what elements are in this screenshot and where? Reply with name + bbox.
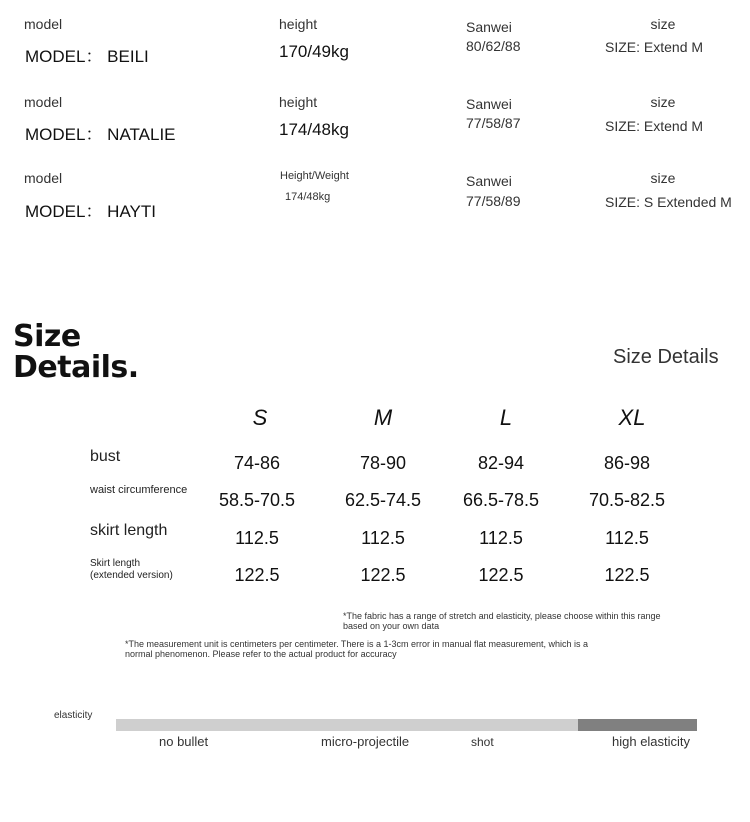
note-stretch-line1: *The fabric has a range of stretch and elasticity, please choose within this range bbox=[343, 611, 661, 621]
table-cell: 70.5-82.5 bbox=[588, 490, 666, 510]
table-cell: 112.5 bbox=[361, 528, 405, 548]
height-value: 174/48kg bbox=[279, 120, 349, 139]
size-value: SIZE: Extend M bbox=[605, 39, 704, 55]
height-value: 170/49kg bbox=[279, 42, 349, 61]
sanwei-label: Sanwei bbox=[466, 173, 512, 189]
height-label: Height/Weight bbox=[280, 170, 349, 182]
size-details-subtitle: Size Details bbox=[613, 346, 719, 368]
column-header-m: M bbox=[373, 405, 393, 430]
row-label-skirt-length: skirt length bbox=[90, 522, 168, 539]
model-label: model bbox=[24, 170, 63, 186]
height-label: height bbox=[279, 94, 318, 110]
size-details-title-line2: Details. bbox=[13, 350, 139, 385]
height-value: 174/48kg bbox=[285, 191, 331, 203]
model-label: model bbox=[24, 94, 63, 110]
table-cell: 62.5-74.5 bbox=[344, 490, 422, 510]
row-label-skirt-length-extended: Skirt length bbox=[90, 558, 141, 569]
size-value: SIZE: Extend M bbox=[605, 118, 704, 134]
sanwei-value: 77/58/87 bbox=[466, 115, 521, 131]
column-header-xl: XL bbox=[618, 405, 646, 430]
column-header-s: S bbox=[252, 405, 268, 430]
table-cell: 122.5 bbox=[234, 565, 280, 585]
table-cell: 122.5 bbox=[478, 565, 524, 585]
table-cell: 122.5 bbox=[360, 565, 406, 585]
model-name: MODEL： HAYTI bbox=[25, 202, 156, 221]
elasticity-track bbox=[116, 719, 578, 731]
size-value: SIZE: S Extended M bbox=[605, 194, 732, 210]
size-label: size bbox=[650, 170, 676, 186]
table-cell: 86-98 bbox=[603, 453, 651, 473]
row-label-waist: waist circumference bbox=[90, 484, 188, 496]
size-label: size bbox=[650, 94, 676, 110]
table-cell: 66.5-78.5 bbox=[462, 490, 540, 510]
table-cell: 74-86 bbox=[233, 453, 281, 473]
sanwei-label: Sanwei bbox=[466, 19, 512, 35]
size-label: size bbox=[650, 16, 676, 32]
note-stretch bbox=[343, 611, 661, 631]
sanwei-label: Sanwei bbox=[466, 96, 512, 112]
table-cell: 112.5 bbox=[479, 528, 523, 548]
sanwei-value: 80/62/88 bbox=[466, 38, 521, 54]
note-measurement-line2: normal phenomenon. Please refer to the actual product for accuracy bbox=[125, 649, 397, 659]
table-cell: 58.5-70.5 bbox=[218, 490, 296, 510]
model-name: MODEL： BEILI bbox=[25, 47, 149, 66]
sanwei-value: 77/58/89 bbox=[466, 193, 521, 209]
table-cell: 78-90 bbox=[359, 453, 407, 473]
row-label-bust: bust bbox=[90, 448, 121, 465]
elasticity-level-high: high elasticity bbox=[612, 734, 691, 749]
elasticity-level-micro-projectile: micro-projectile bbox=[321, 734, 410, 749]
table-cell: 112.5 bbox=[605, 528, 649, 548]
size-details-title-line1: Size bbox=[13, 319, 81, 354]
height-label: height bbox=[279, 16, 318, 32]
row-label-skirt-length-extended-note: (extended version) bbox=[90, 570, 173, 581]
table-cell: 122.5 bbox=[604, 565, 650, 585]
note-measurement-line1: *The measurement unit is centimeters per centimeter. There is a 1-3cm error in manual flat measurement, which is a bbox=[125, 639, 589, 649]
model-label: model bbox=[24, 16, 63, 32]
elasticity-level-shot: shot bbox=[471, 735, 494, 749]
model-name: MODEL： NATALIE bbox=[25, 125, 176, 144]
note-measurement bbox=[125, 639, 588, 659]
elasticity-selected-segment bbox=[578, 719, 697, 731]
note-stretch-line2: based on your own data bbox=[343, 621, 440, 631]
table-cell: 112.5 bbox=[235, 528, 279, 548]
elasticity-label: elasticity bbox=[54, 710, 93, 721]
elasticity-level-no-bullet: no bullet bbox=[159, 734, 209, 749]
column-header-l: L bbox=[499, 405, 513, 430]
table-cell: 82-94 bbox=[477, 453, 525, 473]
